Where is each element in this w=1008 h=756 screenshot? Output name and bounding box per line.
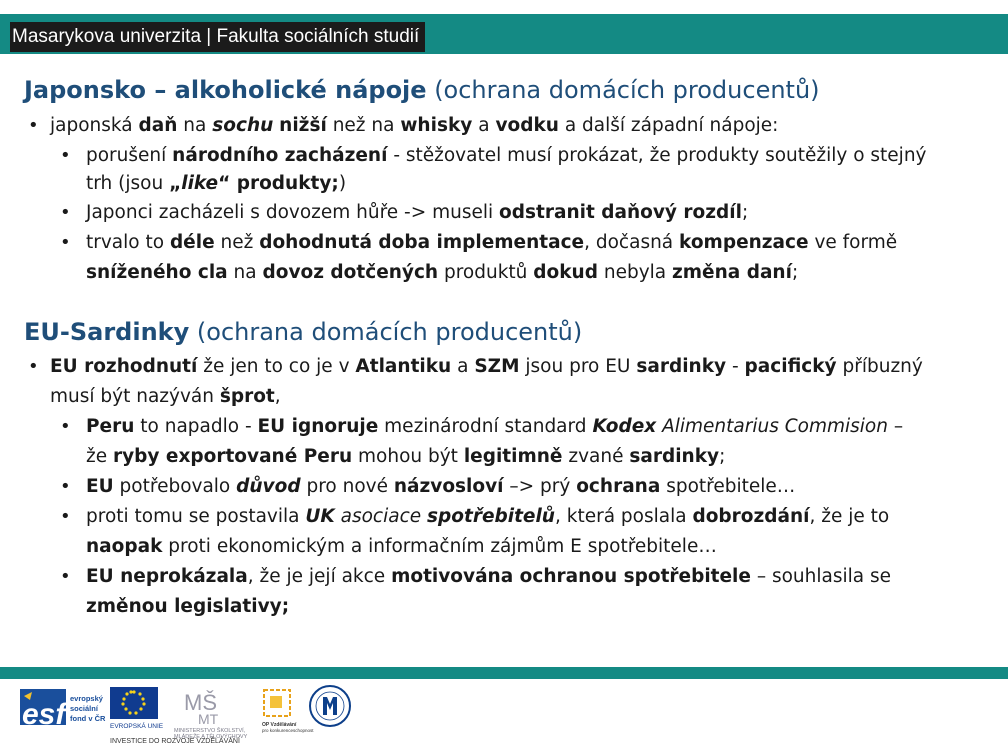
bullet-dot: • [60, 476, 71, 497]
sprot-text: musí být nazýván šprot, [50, 386, 281, 407]
svg-text:MT: MT [198, 711, 219, 727]
svg-text:fond v ČR: fond v ČR [70, 714, 106, 723]
legislation-text: změnou legislativy; [86, 596, 290, 617]
eu-flag-logo [110, 687, 164, 730]
peru-challenge-text: Peru to napadlo - EU ignoruje mezinárodní standard Kodex Alimentarius Commision – [86, 416, 904, 437]
heading-japonsko: Japonsko – alkoholické nápoje (ochrana domácích producentů) [24, 76, 820, 104]
eu-decision-text: EU rozhodnutí že jen to co je v Atlantiku a SZM jsou pro EU sardinky - pacifický příbuzný [50, 356, 923, 377]
bullet-dot: • [60, 566, 71, 587]
heading-sardinky: EU-Sardinky (ochrana domácích producentů) [24, 318, 583, 346]
svg-text:MLÁDEŽE A TĚLOVÝCHOVY: MLÁDEŽE A TĚLOVÝCHOVY [174, 734, 248, 740]
svg-text:sociální: sociální [70, 704, 98, 713]
tax-difference-text: Japonci zacházeli s dovozem hůře -> museli odstranit daňový rozdíl; [86, 202, 749, 223]
svg-text:MŠ: MŠ [184, 690, 217, 715]
bullet-dot: • [28, 115, 39, 136]
bullet-dot: • [28, 356, 39, 377]
svg-text:OP Vzdělávání: OP Vzdělávání [262, 722, 297, 728]
svg-text:pro konkurenceschopnost: pro konkurenceschopnost [262, 728, 314, 733]
bullet-dot: • [60, 145, 71, 166]
bullet-dot: • [60, 506, 71, 527]
bullet-dot: • [60, 202, 71, 223]
national-treatment-text: porušení národního zacházení - stěžovatel musí prokázat, že produkty soutěžily o stejný [86, 145, 927, 166]
svg-text:EVROPSKÁ UNIE: EVROPSKÁ UNIE [110, 723, 164, 730]
implementation-text: trvalo to déle než dohodnutá doba implementace, dočasná kompenzace ve formě [86, 232, 898, 253]
svg-text:evropský: evropský [70, 694, 103, 703]
japan-tax-text: japonská daň na sochu nižší než na whisky a vodku a další západní nápoje: [50, 115, 779, 136]
msmt-logo [174, 690, 248, 740]
esf-logo [20, 689, 106, 731]
bullet-dot: • [60, 416, 71, 437]
bullet-dot: • [60, 232, 71, 253]
eu-failed-text: EU neprokázala, že je její akce motivována ochranou spotřebitele – souhlasila se [86, 566, 892, 587]
opvk-logo [262, 690, 314, 733]
uk-association-text: proti tomu se postavila UK asociace spotřebitelů, která poslala dobrozdání, že je to [86, 506, 890, 527]
like-products-text: trh (jsou „like“ produkty;) [86, 173, 347, 194]
footer-logos [18, 684, 358, 746]
footer-bar [0, 667, 1008, 679]
svg-text:MINISTERSTVO ŠKOLSTVÍ,: MINISTERSTVO ŠKOLSTVÍ, [174, 728, 246, 734]
compensation-text: sníženého cla na dovoz dotčených produktů dokud nebyla změna daní; [86, 262, 799, 283]
peru-fish-text: že ryby exportované Peru mohou být legitimně zvané sardinky; [86, 446, 726, 467]
consumer-interest-text: naopak proti ekonomickým a informačním zájmům E spotřebitele… [86, 536, 717, 557]
eu-reason-text: EU potřebovalo důvod pro nové názvosloví –> prý ochrana spotřebitele… [86, 476, 796, 497]
header-title: Masarykova univerzita | Fakulta sociálních studií [10, 22, 425, 52]
mu-seal-logo [310, 686, 350, 726]
investice-label: INVESTICE DO ROZVOJE VZDĚLÁVÁNÍ [110, 738, 240, 745]
svg-text:esf: esf [22, 698, 66, 731]
